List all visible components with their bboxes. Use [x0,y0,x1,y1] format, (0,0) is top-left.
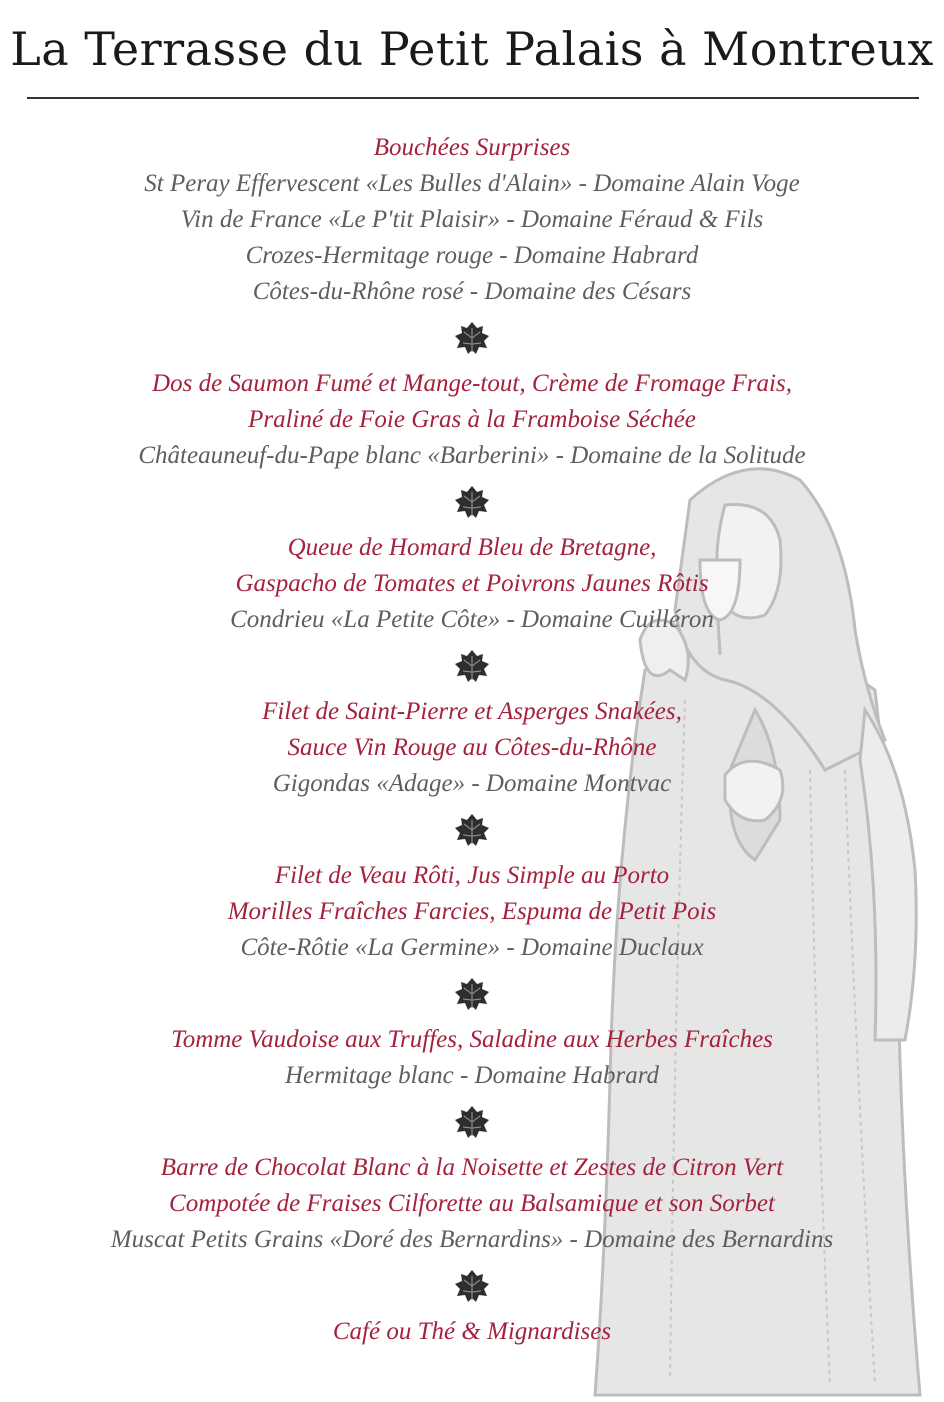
course [0,366,944,474]
grape-leaf-icon [452,1102,492,1142]
separator [0,1258,944,1314]
dish-line: Barre de Chocolat Blanc à la Noisette et Zestes de Citron Vert [160,1154,784,1181]
grape-leaf-icon [452,318,492,358]
dish-line: Compotée de Fraises Cilforette au Balsamique et son Sorbet [169,1190,775,1217]
course [0,1314,944,1350]
course [0,1022,944,1094]
dish-line: Filet de Veau Rôti, Jus Simple au Porto [274,862,670,889]
menu [0,130,944,1350]
wine-line: Côtes-du-Rhône rosé - Domaine des Césars [252,278,692,305]
wine-line: Vin de France «Le P'tit Plaisir» - Domaine Féraud & Fils [180,206,764,233]
dish-line: Queue de Homard Bleu de Bretagne, [287,534,657,561]
dish-line: Filet de Saint-Pierre et Asperges Snakées, [262,698,682,725]
course [0,530,944,638]
course [0,858,944,966]
dish-line: Café ou Thé & Mignardises [332,1318,612,1345]
wine-line: Hermitage blanc - Domaine Habrard [284,1062,660,1089]
wine-line: Châteauneuf-du-Pape blanc «Barberini» - Domaine de la Solitude [138,442,806,469]
wine-line: Condrieu «La Petite Côte» - Domaine Cuilléron [230,606,714,633]
separator [0,802,944,858]
dish-line: Gaspacho de Tomates et Poivrons Jaunes Rôtis [235,570,709,597]
wine-line: Gigondas «Adage» - Domaine Montvac [272,770,672,797]
wine-line: Côte-Rôtie «La Germine» - Domaine Duclaux [240,934,704,961]
course [0,130,944,310]
page-title: La Terrasse du Petit Palais à Montreux [10,22,934,76]
separator [0,638,944,694]
dish-line: Bouchées Surprises [373,134,571,161]
grape-leaf-icon [452,482,492,522]
separator [0,474,944,530]
grape-leaf-icon [452,1266,492,1306]
grape-leaf-icon [452,646,492,686]
wine-line: Crozes-Hermitage rouge - Domaine Habrard [245,242,699,269]
separator [0,1094,944,1150]
wine-line: St Peray Effervescent «Les Bulles d'Alain» - Domaine Alain Voge [144,170,800,197]
grape-leaf-icon [452,810,492,850]
course [0,1150,944,1258]
course [0,694,944,802]
dish-line: Sauce Vin Rouge au Côtes-du-Rhône [287,734,657,761]
separator [0,966,944,1022]
dish-line: Morilles Fraîches Farcies, Espuma de Petit Pois [227,898,717,925]
wine-line: Muscat Petits Grains «Doré des Bernardins» - Domaine des Bernardins [110,1226,834,1253]
grape-leaf-icon [452,974,492,1014]
dish-line: Dos de Saumon Fumé et Mange-tout, Crème de Fromage Frais, [152,370,792,397]
dish-line: Praliné de Foie Gras à la Framboise Séchée [248,406,696,433]
title-divider [27,97,919,99]
dish-line: Tomme Vaudoise aux Truffes, Saladine aux Herbes Fraîches [171,1026,773,1053]
separator [0,310,944,366]
